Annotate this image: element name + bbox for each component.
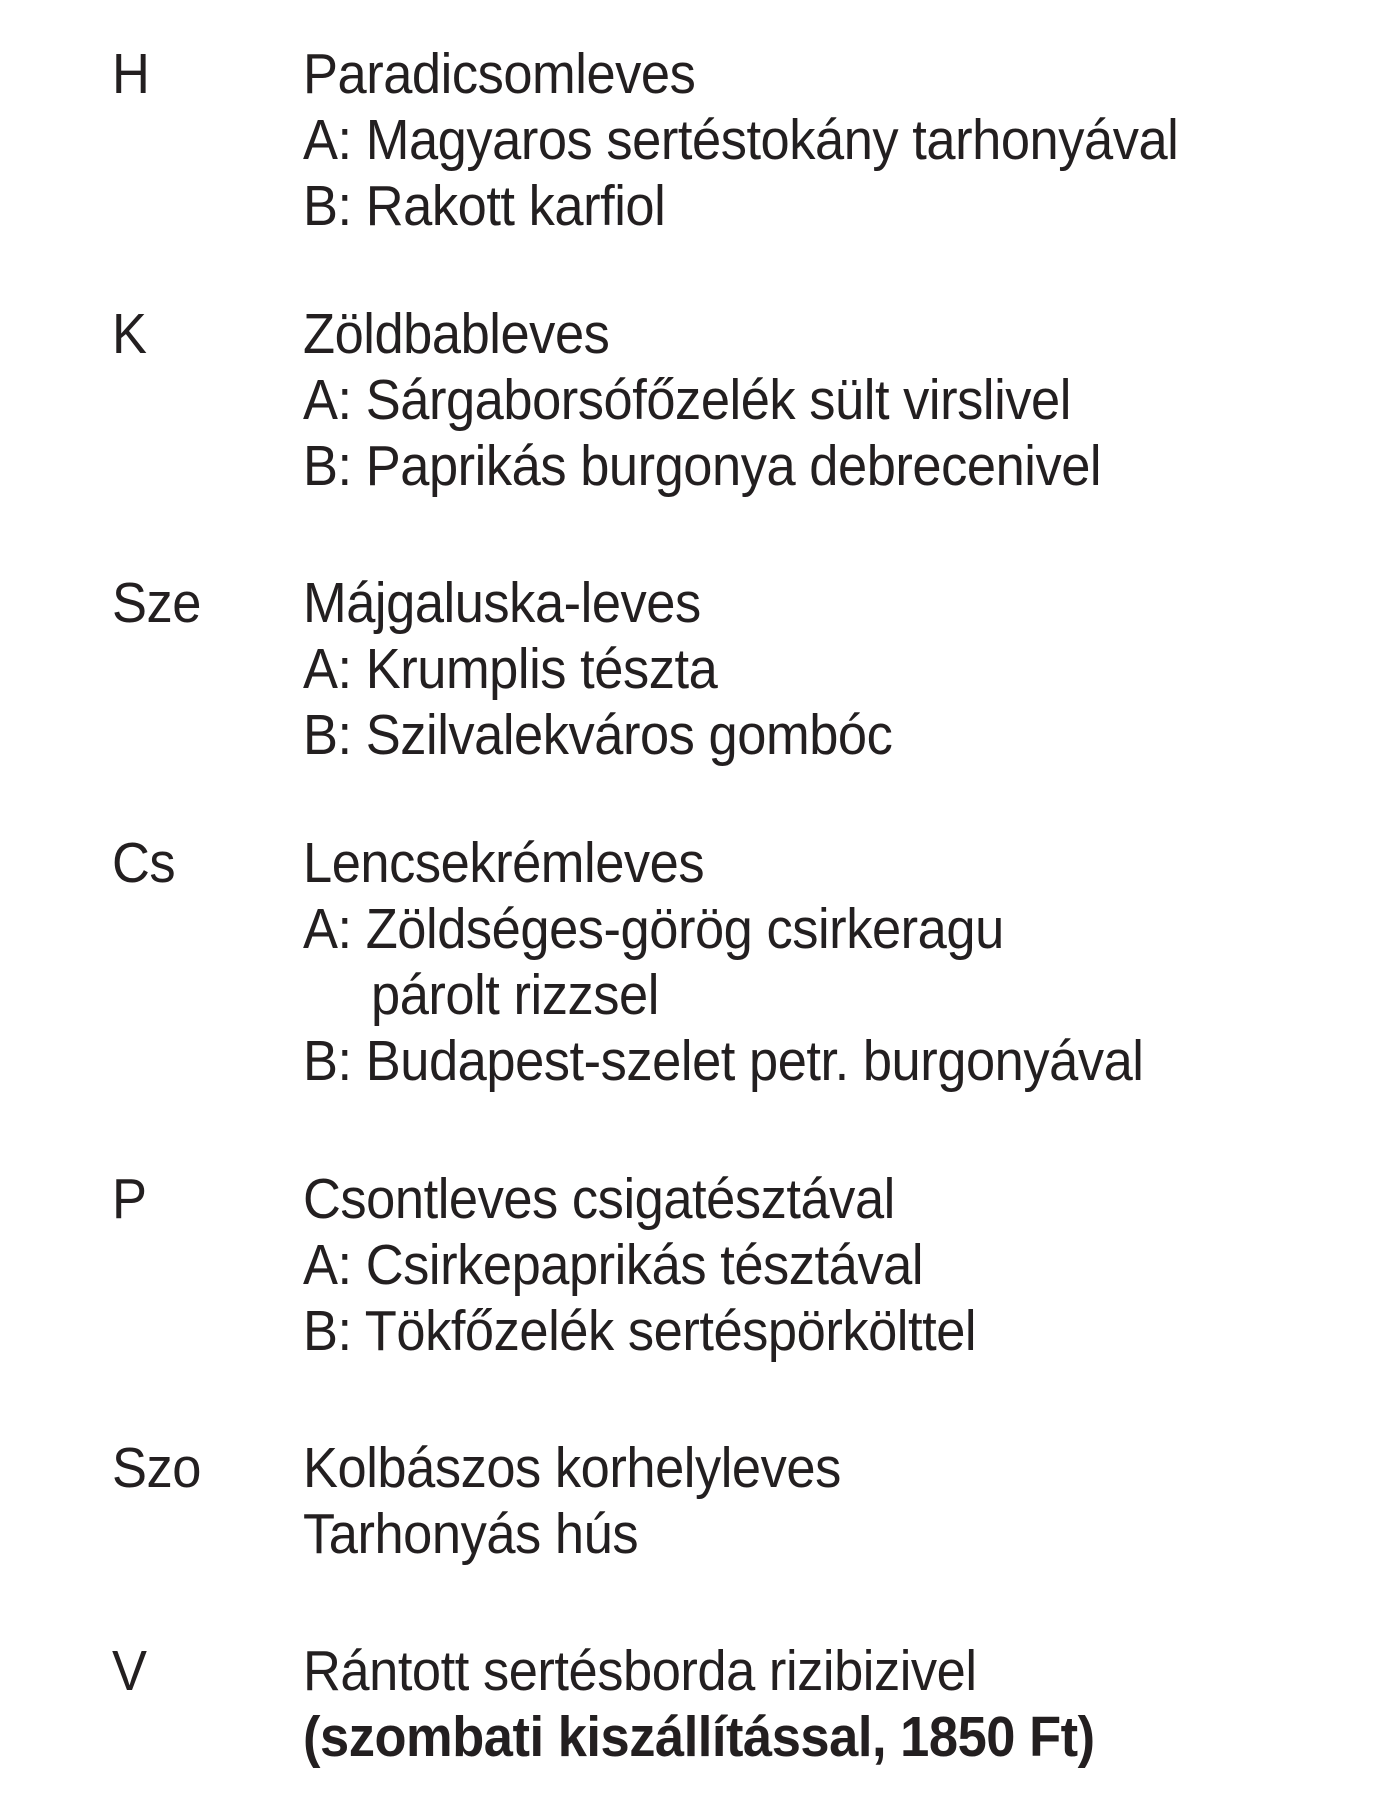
option-a-thursday: A: Zöldséges-görög csirkeragu xyxy=(303,897,1004,961)
soup-wednesday: Májgaluska-leves xyxy=(303,571,701,635)
option-b-friday: B: Tökfőzelék sertéspörkölttel xyxy=(303,1299,977,1363)
main-saturday: Tarhonyás hús xyxy=(303,1502,639,1566)
soup-thursday: Lencsekrémleves xyxy=(303,831,705,895)
soup-tuesday: Zöldbableves xyxy=(303,302,610,366)
sunday-delivery-note: (szombati kiszállítással, 1850 Ft) xyxy=(303,1705,1095,1769)
day-label-wednesday: Sze xyxy=(112,571,201,635)
day-label-saturday: Szo xyxy=(112,1436,201,1500)
day-label-tuesday: K xyxy=(112,302,147,366)
option-a-wednesday: A: Krumplis tészta xyxy=(303,637,718,701)
main-sunday: Rántott sertésborda rizibizivel xyxy=(303,1639,977,1703)
option-b-monday: B: Rakott karfiol xyxy=(303,174,666,238)
option-b-thursday: B: Budapest-szelet petr. burgonyával xyxy=(303,1029,1144,1093)
option-b-tuesday: B: Paprikás burgonya debrecenivel xyxy=(303,434,1102,498)
day-label-friday: P xyxy=(112,1167,147,1231)
day-label-sunday: V xyxy=(112,1639,147,1703)
option-a-friday: A: Csirkepaprikás tésztával xyxy=(303,1233,924,1297)
day-label-monday: H xyxy=(112,42,150,106)
soup-monday: Paradicsomleves xyxy=(303,42,696,106)
option-a-monday: A: Magyaros sertéstokány tarhonyával xyxy=(303,108,1179,172)
day-label-thursday: Cs xyxy=(112,831,176,895)
option-a-tuesday: A: Sárgaborsófőzelék sült virslivel xyxy=(303,368,1071,432)
option-b-wednesday: B: Szilvalekváros gombóc xyxy=(303,703,893,767)
soup-saturday: Kolbászos korhelyleves xyxy=(303,1436,841,1500)
option-a-thursday-continued: párolt rizzsel xyxy=(371,963,659,1027)
soup-friday: Csontleves csigatésztával xyxy=(303,1167,895,1231)
